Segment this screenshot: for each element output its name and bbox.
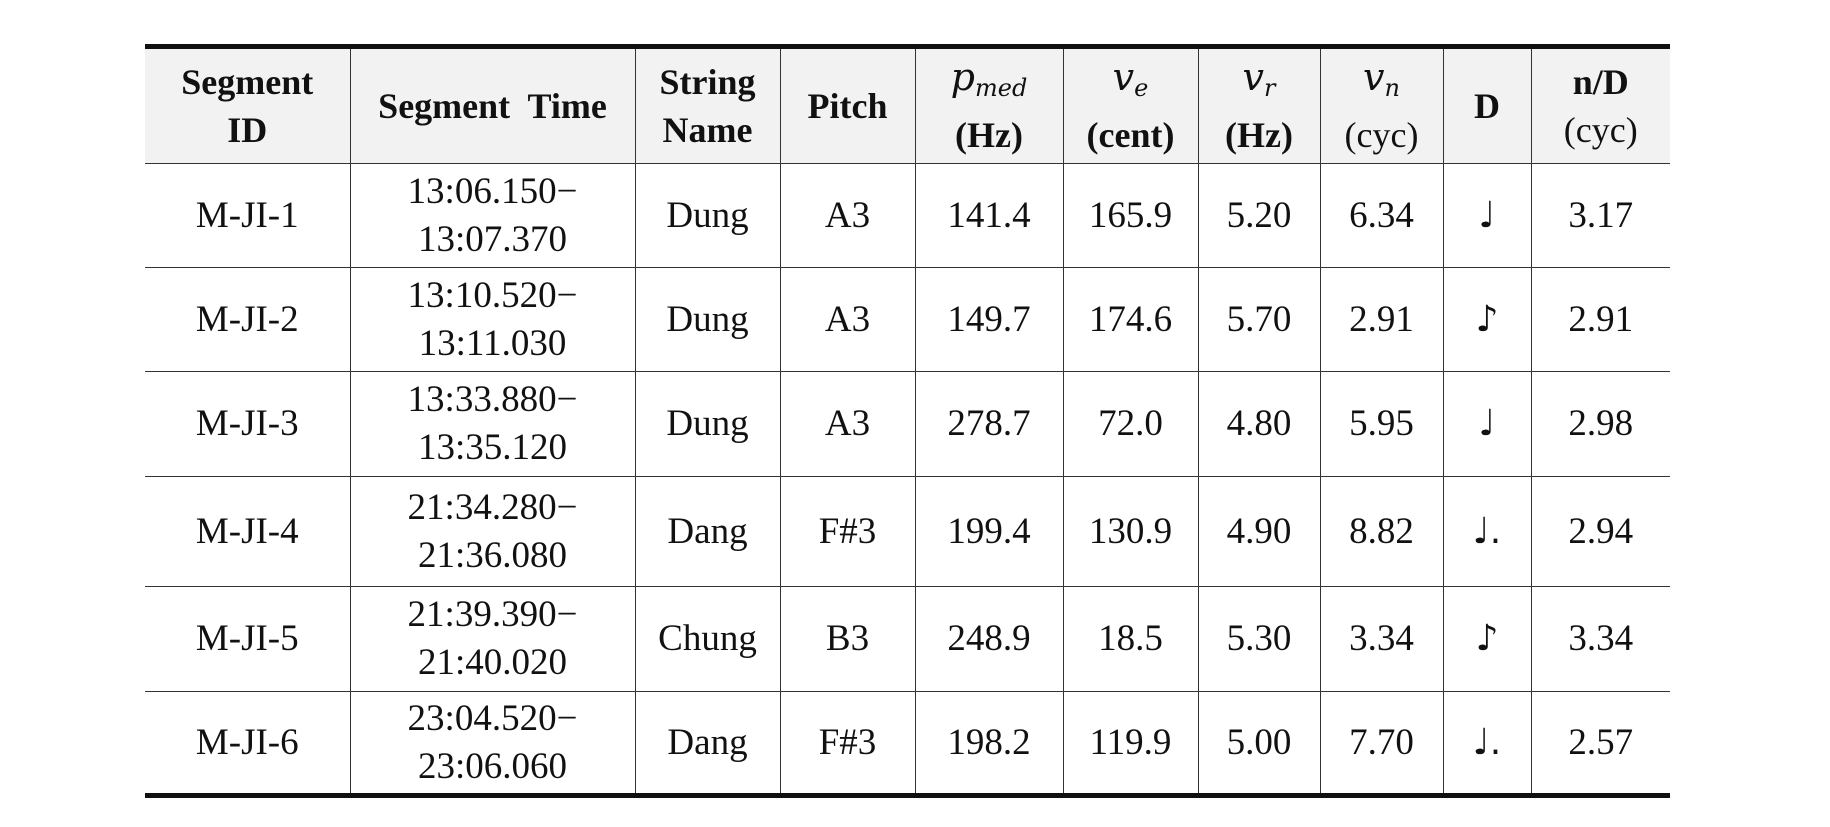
header-v-n: $v_n$ (cyc) bbox=[1320, 47, 1443, 164]
cell-pitch: A3 bbox=[780, 268, 915, 372]
cell-string-name: Dang bbox=[635, 477, 780, 587]
cell-v-n: 8.82 bbox=[1320, 477, 1443, 587]
cell-segment-time: 13:06.150− 13:07.370 bbox=[350, 164, 635, 268]
header-n-over-d: n/D (cyc) bbox=[1531, 47, 1670, 164]
cell-pitch: F#3 bbox=[780, 477, 915, 587]
cell-d-note-icon bbox=[1443, 372, 1531, 477]
cell-segment-time: 21:34.280− 21:36.080 bbox=[350, 477, 635, 587]
cell-pitch: A3 bbox=[780, 164, 915, 268]
dotted-quarter-note-icon: ♩. bbox=[1472, 721, 1502, 763]
cell-p-med: 199.4 bbox=[915, 477, 1063, 587]
cell-n-over-d: 2.57 bbox=[1531, 692, 1670, 796]
header-v-e: $v_e$ (cent) bbox=[1063, 47, 1198, 164]
table-row bbox=[145, 372, 1670, 477]
cell-n-over-d: 3.17 bbox=[1531, 164, 1670, 268]
cell-v-e: 18.5 bbox=[1063, 587, 1198, 692]
v-n-symbol: $v_n$ bbox=[1363, 54, 1400, 102]
segment-table bbox=[145, 44, 1670, 798]
p-med-symbol: $p_{med}$ bbox=[950, 54, 1028, 102]
cell-v-n: 7.70 bbox=[1320, 692, 1443, 796]
v-e-symbol: $v_e$ bbox=[1112, 54, 1149, 102]
cell-n-over-d: 3.34 bbox=[1531, 587, 1670, 692]
cell-n-over-d: 2.94 bbox=[1531, 477, 1670, 587]
cell-string-name: Dung bbox=[635, 268, 780, 372]
quarter-note-icon: ♩ bbox=[1478, 194, 1496, 236]
cell-d-note-icon bbox=[1443, 268, 1531, 372]
table-row bbox=[145, 587, 1670, 692]
cell-p-med: 141.4 bbox=[915, 164, 1063, 268]
cell-v-r: 4.80 bbox=[1198, 372, 1320, 477]
cell-string-name: Dang bbox=[635, 692, 780, 796]
cell-v-e: 165.9 bbox=[1063, 164, 1198, 268]
cell-segment-id: M-JI-5 bbox=[145, 587, 350, 692]
cell-v-n: 5.95 bbox=[1320, 372, 1443, 477]
header-segment-time: Segment Time bbox=[350, 47, 635, 164]
cell-v-r: 4.90 bbox=[1198, 477, 1320, 587]
cell-segment-id: M-JI-2 bbox=[145, 268, 350, 372]
cell-v-e: 174.6 bbox=[1063, 268, 1198, 372]
cell-v-r: 5.20 bbox=[1198, 164, 1320, 268]
table-row bbox=[145, 164, 1670, 268]
cell-p-med: 149.7 bbox=[915, 268, 1063, 372]
cell-segment-id: M-JI-6 bbox=[145, 692, 350, 796]
cell-segment-time: 13:10.520− 13:11.030 bbox=[350, 268, 635, 372]
cell-n-over-d: 2.91 bbox=[1531, 268, 1670, 372]
header-string-name: String Name bbox=[635, 47, 780, 164]
cell-v-e: 72.0 bbox=[1063, 372, 1198, 477]
cell-v-r: 5.30 bbox=[1198, 587, 1320, 692]
cell-p-med: 198.2 bbox=[915, 692, 1063, 796]
cell-v-n: 3.34 bbox=[1320, 587, 1443, 692]
cell-segment-id: M-JI-1 bbox=[145, 164, 350, 268]
cell-d-note-icon bbox=[1443, 692, 1531, 796]
cell-p-med: 278.7 bbox=[915, 372, 1063, 477]
cell-v-e: 130.9 bbox=[1063, 477, 1198, 587]
header-d: D bbox=[1443, 47, 1531, 164]
cell-segment-time: 13:33.880− 13:35.120 bbox=[350, 372, 635, 477]
v-r-symbol: $v_r$ bbox=[1242, 54, 1276, 102]
cell-segment-time: 23:04.520− 23:06.060 bbox=[350, 692, 635, 796]
cell-pitch: A3 bbox=[780, 372, 915, 477]
dotted-quarter-note-icon: ♩. bbox=[1472, 510, 1502, 552]
cell-v-e: 119.9 bbox=[1063, 692, 1198, 796]
table-row bbox=[145, 692, 1670, 796]
cell-v-n: 2.91 bbox=[1320, 268, 1443, 372]
cell-d-note-icon bbox=[1443, 477, 1531, 587]
cell-segment-id: M-JI-3 bbox=[145, 372, 350, 477]
header-segment-id: Segment ID bbox=[145, 47, 350, 164]
table-row bbox=[145, 268, 1670, 372]
header-v-r: $v_r$ (Hz) bbox=[1198, 47, 1320, 164]
quarter-note-icon: ♩ bbox=[1478, 403, 1496, 444]
cell-v-r: 5.00 bbox=[1198, 692, 1320, 796]
cell-p-med: 248.9 bbox=[915, 587, 1063, 692]
cell-n-over-d: 2.98 bbox=[1531, 372, 1670, 477]
cell-segment-time: 21:39.390− 21:40.020 bbox=[350, 587, 635, 692]
cell-v-r: 5.70 bbox=[1198, 268, 1320, 372]
cell-string-name: Dung bbox=[635, 164, 780, 268]
cell-d-note-icon bbox=[1443, 164, 1531, 268]
cell-string-name: Chung bbox=[635, 587, 780, 692]
header-pitch: Pitch bbox=[780, 47, 915, 164]
cell-segment-id: M-JI-4 bbox=[145, 477, 350, 587]
cell-pitch: B3 bbox=[780, 587, 915, 692]
header-p-med: $p_{med}$ (Hz) bbox=[915, 47, 1063, 164]
cell-d-note-icon bbox=[1443, 587, 1531, 692]
cell-v-n: 6.34 bbox=[1320, 164, 1443, 268]
eighth-note-icon: ♪ bbox=[1475, 298, 1499, 340]
eighth-note-icon: ♪ bbox=[1475, 618, 1499, 659]
cell-pitch: F#3 bbox=[780, 692, 915, 796]
table-row bbox=[145, 477, 1670, 587]
header-row bbox=[145, 47, 1670, 164]
cell-string-name: Dung bbox=[635, 372, 780, 477]
